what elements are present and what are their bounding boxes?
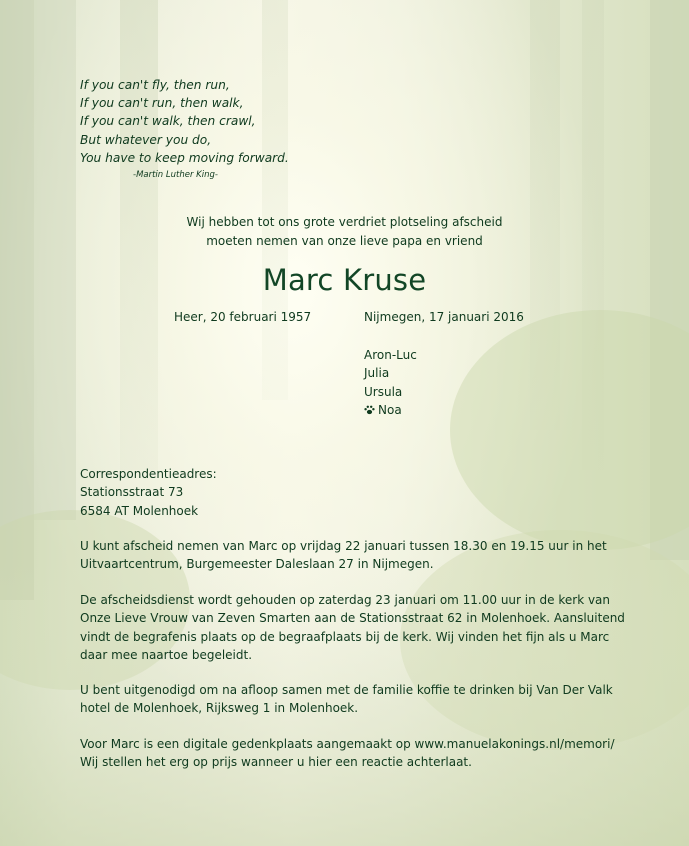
quote-line: But whatever you do,	[80, 132, 212, 147]
quote-author: -Martin Luther King-	[133, 170, 218, 180]
paragraph-line: Uitvaartcentrum, Burgemeester Daleslaan 27 in Nijmegen.	[80, 557, 434, 572]
paragraph-line: daar mee naartoe begeleidt.	[80, 647, 253, 662]
paragraph-line: U kunt afscheid nemen van Marc op vrijdag 22 januari tussen 18.30 en 19.15 uur in het	[80, 539, 607, 553]
paw-icon	[364, 405, 375, 415]
correspondence-address	[80, 465, 217, 520]
paragraph-service	[80, 591, 625, 664]
paragraph-line: Voor Marc is een digitale gedenkplaats aangemaakt op www.manuelakonings.nl/memori/	[80, 737, 615, 751]
paragraph-line: Wij stellen het erg op prijs wanneer u hier een reactie achterlaat.	[80, 755, 472, 770]
family-member: Julia	[364, 366, 390, 381]
quote-block	[80, 76, 289, 167]
pet-name: Noa	[378, 402, 402, 417]
intro-line: moeten nemen van onze lieve papa en vriend	[206, 233, 483, 248]
address-postal-city: 6584 AT Molenhoek	[80, 503, 199, 518]
family-member: Aron-Luc	[364, 348, 417, 362]
family-member: Ursula	[364, 384, 403, 399]
address-label: Correspondentieadres:	[80, 467, 217, 481]
intro-line: Wij hebben tot ons grote verdriet plotseling afscheid	[186, 215, 503, 229]
paragraph-line: hotel de Molenhoek, Rijksweg 1 in Molenhoek.	[80, 701, 359, 716]
paragraph-memorial-site	[80, 735, 620, 772]
paragraph-line: Onze Lieve Vrouw van Zeven Smarten aan de Stationsstraat 62 in Molenhoek. Aansluitend	[80, 611, 625, 626]
family-list	[364, 346, 417, 419]
address-street: Stationsstraat 73	[80, 485, 184, 500]
death-info: Nijmegen, 17 januari 2016	[364, 310, 524, 324]
quote-line: You have to keep moving forward.	[80, 150, 289, 165]
paragraph-line: De afscheidsdienst wordt gehouden op zaterdag 23 januari om 11.00 uur in de kerk van	[80, 593, 611, 607]
quote-line: If you can't fly, then run,	[80, 78, 230, 92]
paragraph-visitation	[80, 537, 620, 574]
paragraph-line: vindt de begrafenis plaats op de begraafplaats bij de kerk. Wij vinden het fijn als u Marc	[80, 629, 610, 644]
paragraph-line: U bent uitgenodigd om na afloop samen met de familie koffie te drinken bij Van Der Valk	[80, 683, 613, 697]
paragraph-coffee	[80, 681, 620, 718]
quote-line: If you can't walk, then crawl,	[80, 114, 256, 129]
family-member-pet	[364, 401, 417, 419]
deceased-name: Marc Kruse	[262, 263, 427, 297]
quote-line: If you can't run, then walk,	[80, 96, 244, 111]
birth-info: Heer, 20 februari 1957	[174, 310, 312, 324]
intro-text	[0, 213, 689, 250]
